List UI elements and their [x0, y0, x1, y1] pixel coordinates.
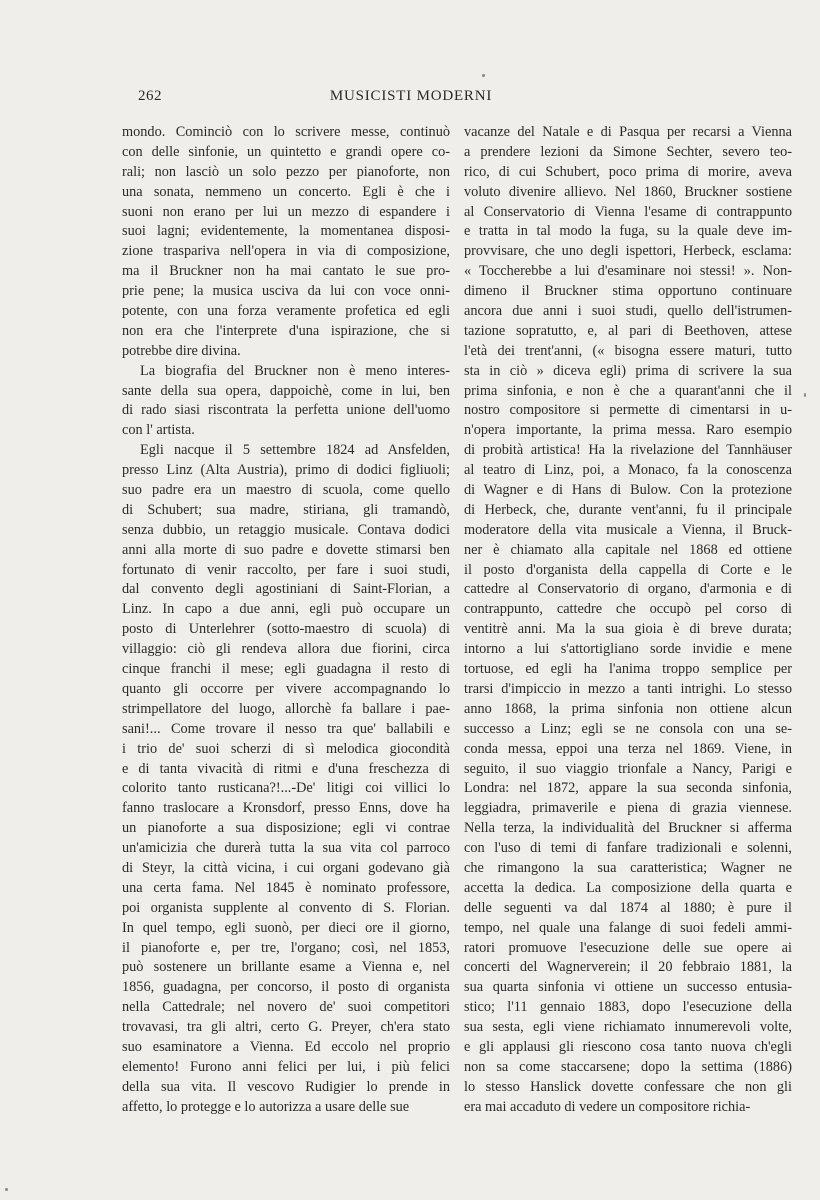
text-line: cattedre al Conservatorio di organo, d'armonia e di: [464, 581, 792, 598]
text-line: presso Linz (Alta Austria), primo di dodici figliuoli;: [122, 462, 450, 479]
running-head: MUSICISTI MODERNI: [329, 88, 493, 104]
text-line: anni alla morte di suo padre e dovette stimarsi ben: [122, 541, 450, 558]
text-line: sta in ciò » diceva egli) prima di scrivere la sua: [464, 362, 792, 379]
text-line: fanno traslocare a Kronsdorf, presso Enns, dove ha: [122, 800, 450, 817]
text-line: elemento! Furono anni felici per lui, i più felici: [122, 1058, 450, 1075]
text-line: lo stesso Hanslick dovette confessare che non gli: [464, 1078, 792, 1095]
text-line: fortunato di venir raccolto, per fare i suoi studi,: [122, 561, 450, 578]
text-line: quanto gli occorre per vivere accompagnando lo: [122, 680, 450, 697]
text-line: di Schubert; sua madre, stiriana, gli tramandò,: [122, 501, 450, 518]
text-line: suoi lagni; evidentemente, la momentanea disposi-: [122, 223, 450, 240]
text-line: Nella terza, la individualità del Bruckner si afferma: [464, 820, 792, 837]
text-line: rali; non lasciò un solo pezzo per pianoforte, non: [122, 163, 450, 180]
text-line: prie pene; la musica usciva da lui con voce onni-: [122, 283, 450, 300]
text-line: ner è chiamato alla capitale nel 1868 ed ottiene: [464, 541, 792, 558]
text-line: trovavasi, tra gli altri, certo G. Preyer, ch'era stato: [122, 1019, 450, 1036]
text-line: poi organista supplente al convento di S. Florian.: [122, 899, 450, 916]
text-line: tempo, nel quale una falange di suoi fedeli ammi-: [464, 919, 792, 936]
text-line: l'età dei trent'anni, (« bisogna essere maturi, tutto: [464, 342, 792, 359]
left-text-column: [122, 123, 450, 1118]
text-line: Egli nacque il 5 settembre 1824 ad Ansfelden,: [140, 442, 450, 459]
text-line: senza dubbio, un retaggio musicale. Contava dodici: [122, 521, 450, 538]
text-line: ma il Bruckner non ha mai cantato le sue pro-: [122, 263, 450, 280]
text-line: concerti del Wagnerverein; il 20 febbraio 1881, la: [464, 959, 792, 976]
text-line: con delle sinfonie, un quintetto e grandi opere co-: [122, 143, 450, 160]
text-line: e gli applausi gli riescono cosa tanto nuova ch'egli: [464, 1038, 792, 1055]
right-text-column: [464, 123, 792, 1118]
text-line: un'amicizia che durerà tutta la sua vita col parroco: [122, 840, 450, 857]
text-line: i trio de' suoi scherzi di sì melodica giocondità: [122, 740, 450, 757]
text-line: provvisare, che uno degli ispettori, Herbeck, esclama:: [464, 243, 792, 260]
text-line: intorno a lui s'attortigliano sorde invidie e mene: [464, 641, 792, 658]
text-line: zione traspariva nell'opera in via di composizione,: [122, 243, 450, 260]
text-line: In quel tempo, egli suonò, per dieci ore il giorno,: [122, 919, 450, 936]
text-line: dimeno il Bruckner stima opportuno continuare: [464, 283, 792, 300]
text-line: sante della sua opera, dappoichè, come in lui, ben: [122, 382, 450, 399]
text-line: suo esaminatore a Vienna. Ed eccolo nel proprio: [122, 1038, 450, 1055]
text-line: posto di Unterlehrer (sotto-maestro di scuola) di: [122, 621, 450, 638]
text-line: ancora due anni i suoi studi, quello dell'istrumen-: [464, 303, 792, 320]
text-line: strimpellatore del luogo, allorchè fa ballare i pae-: [122, 700, 450, 717]
text-line: non sa come staccarsene; dopo la settima (1886): [464, 1058, 792, 1075]
text-line: vacanze del Natale e di Pasqua per recarsi a Vienna: [464, 124, 792, 140]
text-line: villaggio: ciò gli rendeva allora due fiorini, circa: [122, 641, 450, 658]
paper-speck: [482, 74, 485, 77]
text-line: affetto, lo protegge e lo autorizza a usare delle sue: [122, 1098, 410, 1115]
text-line: con l' artista.: [122, 422, 195, 439]
text-line: contrappunto, cattedre che occupò pel corso di: [464, 601, 792, 618]
text-line: stico; l'11 gennaio 1883, dopo l'esecuzione della: [464, 999, 792, 1016]
text-line: colorito tanto rusticana?!...-De' litigi coi villici lo: [122, 780, 450, 797]
text-line: potente, con una forza veramente profetica ed egli: [122, 303, 450, 320]
text-line: tazione sopratutto, e, al pari di Beethoven, attese: [464, 322, 792, 339]
text-line: ventitrè anni. Ma la sua gioia è di breve durata;: [464, 621, 792, 638]
paragraph: [464, 123, 792, 1118]
text-line: prima sinfonia, e non è che a quarant'anni che il: [464, 382, 792, 399]
text-line: di rado siasi riscontrata la perfetta unione dell'uomo: [122, 402, 450, 419]
text-line: moderatore della vita musicale a Vienna, il Bruck-: [464, 521, 792, 538]
text-line: anno 1868, la prima sinfonia non ottiene alcun: [464, 700, 792, 717]
page-header: [110, 88, 712, 108]
text-line: seguito, il suo viaggio trionfale a Nancy, Parigi e: [464, 760, 792, 777]
text-line: e di tanta vivacità di ritmi e d'una freschezza di: [122, 760, 450, 777]
text-line: mondo. Cominciò con lo scrivere messe, continuò: [122, 124, 450, 140]
text-line: conda messa, eppoi una terza nel 1869. Viene, in: [464, 740, 792, 757]
text-line: 1856, guadagna, per concorso, il posto di organista: [122, 979, 450, 996]
text-line: il posto d'organista della cappella di Corte e le: [464, 561, 792, 578]
text-line: delle seguenti va dal 1874 al 1880; è pure il: [464, 899, 792, 916]
text-line: successo a Linz; egli se ne consola con una se-: [464, 720, 792, 737]
page-number: 262: [138, 88, 162, 104]
text-line: una sonata, nemmeno un concerto. Egli è che i: [122, 183, 450, 200]
text-line: nostro compositore si permette di cimentarsi in u-: [464, 402, 792, 419]
text-line: di Steyr, la città vicina, i cui organi godevano già: [122, 859, 450, 876]
text-line: trarsi d'impiccio in mezzo a tanti intrighi. Lo stesso: [464, 680, 792, 697]
text-line: suo padre era un maestro di scuola, come quello: [122, 482, 450, 499]
text-line: sani!... Come trovare il nesso tra que' ballabili e: [122, 720, 450, 737]
text-line: « Toccherebbe a lui d'esaminare noi stessi! ». Non-: [464, 263, 792, 280]
text-line: tortuose, ed egli ha l'anima troppo semplice per: [464, 661, 792, 678]
text-line: n'opera importante, la prima messa. Raro esempio: [464, 422, 792, 439]
text-line: cinque franchi il mese; egli guadagna il resto di: [122, 661, 450, 678]
text-line: il pianoforte e, per tre, l'organo; così, nel 1853,: [122, 939, 450, 956]
text-line: al teatro di Linz, poi, a Monaco, fa la conoscenza: [464, 462, 792, 479]
text-line: nella Cattedrale; nel novero de' suoi competitori: [122, 999, 450, 1016]
text-line: La biografia del Bruckner non è meno interes-: [140, 362, 450, 379]
text-line: e tratta in tal modo la fuga, su la quale deve im-: [464, 223, 792, 240]
text-line: suoni non erano per lui un mezzo di espandere i: [122, 203, 450, 220]
paper-speck: [5, 1188, 8, 1191]
text-line: ratori promuove l'esecuzione delle sue opere ai: [464, 939, 792, 956]
text-line: di probità artistica! Ha la rivelazione del Tannhäuser: [464, 442, 792, 459]
text-line: di Herbeck, che, durante vent'anni, fu il principale: [464, 501, 792, 518]
text-line: una certa fama. Nel 1845 è nominato professore,: [122, 879, 450, 896]
text-line: di Wagner e di Hans di Bulow. Con la protezione: [464, 482, 792, 499]
text-line: Londra: nel 1872, appare la sua seconda sinfonia,: [464, 780, 792, 797]
paragraph: [122, 123, 450, 362]
text-line: Linz. In capo a due anni, egli può occupare un: [122, 601, 450, 618]
text-line: al Conservatorio di Vienna l'esame di contrappunto: [464, 203, 792, 220]
text-line: rico, di cui Schubert, poco prima di morire, aveva: [464, 163, 792, 180]
text-line: accetta la dedica. La composizione della quarta e: [464, 879, 792, 896]
text-line: della sua vita. Il vescovo Rudigier lo prende in: [122, 1078, 450, 1095]
text-line: a prendere lezioni da Simone Sechter, severo teo-: [464, 143, 792, 160]
text-line: potrebbe dire divina.: [122, 342, 241, 359]
text-line: non era che l'interprete d'una ispirazione, che si: [122, 322, 450, 339]
text-line: voluto divenire allievo. Nel 1860, Bruckner sostiene: [464, 183, 792, 200]
text-line: era mai accaduto di vedere un compositore richia-: [464, 1098, 751, 1115]
text-line: sua quarta sinfonia vi ottiene un successo entusia-: [464, 979, 792, 996]
text-line: un pianoforte a sua disposizione; egli vi contrae: [122, 820, 450, 837]
text-line: può sostenere un brillante esame a Vienna e, nel: [122, 959, 450, 976]
text-line: dal convento degli agostiniani di Saint-Florian, a: [122, 581, 450, 598]
paragraph: [122, 441, 450, 1117]
text-line: sua sesta, egli viene richiamato innumerevoli volte,: [464, 1019, 792, 1036]
paper-speck: [804, 393, 806, 397]
text-line: leggiadra, primaverile e piena di grazia viennese.: [464, 800, 792, 817]
text-line: con l'uso di temi di fanfare tradizionali e solenni,: [464, 840, 792, 857]
paragraph: [122, 362, 450, 442]
text-line: che rimangono la sua caratteristica; Wagner ne: [464, 859, 792, 876]
